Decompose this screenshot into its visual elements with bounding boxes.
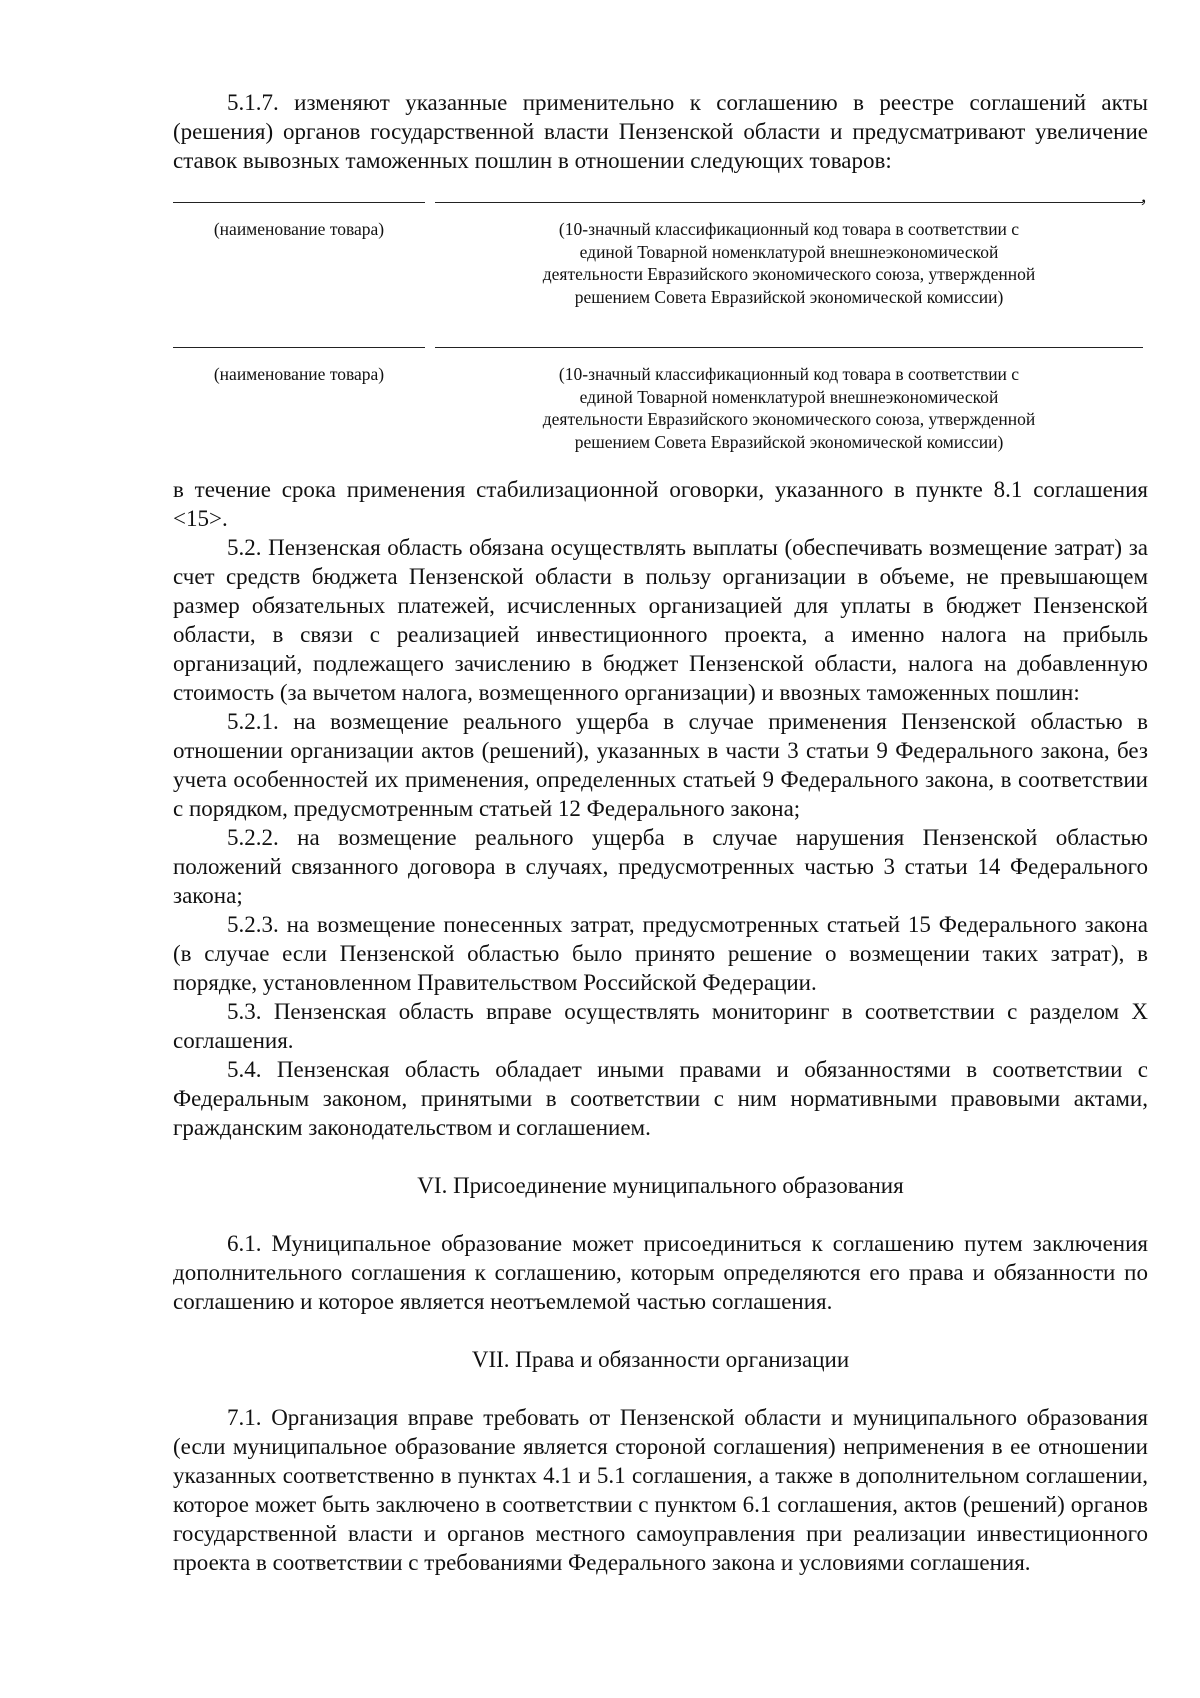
goods-code-caption: (10-значный классификационный код товара в соответствии с единой Товарной номенклатурой внешнеэкономической деятельности Евразийского экономического союза, утвержденной решением Совета Евразийской экономической комиссии) xyxy=(542,219,1036,307)
goods-code-caption: (10-значный классификационный код товара в соответствии с единой Товарной номенклатурой внешнеэкономической деятельности Евразийского экономического союза, утвержденной решением Совета Евразийской экономической комиссии) xyxy=(542,364,1036,452)
goods-name-line xyxy=(173,347,425,348)
paragraph-6-1: 6.1. Муниципальное образование может присоединиться к соглашению путем заключения дополнительного соглашения к соглашению, которым определяются его права и обязанности по соглашению и которое является неотъемлемой частью соглашения. xyxy=(173,1231,1148,1314)
paragraph-5-2-1: 5.2.1. на возмещение реального ущерба в случае применения Пензенской областью в отношении организации актов (решений), указанных в части 3 статьи 9 Федерального закона, без учета особенностей их применения, определенных статьей 9 Федерального закона, в соответствии с порядком, предусмотренным статьей 12 Федерального закона; xyxy=(173,709,1148,821)
paragraph-after-goods: в течение срока применения стабилизационной оговорки, указанного в пункте 8.1 соглашения <15>. xyxy=(173,477,1148,531)
paragraph-5-2: 5.2. Пензенская область обязана осуществлять выплаты (обеспечивать возмещение затрат) за счет средств бюджета Пензенской области в пользу организации в объеме, не превышающем размер обязательных платежей, исчисленных организацией для уплаты в бюджет Пензенской области, в связи с реализацией инвестиционного проекта, а именно налога на прибыль организаций, подлежащего зачислению в бюджет Пензенской области, налога на добавленную стоимость (за вычетом налога, возмещенного организации) и ввозных таможенных пошлин: xyxy=(173,535,1148,705)
paragraph-5-2-3: 5.2.3. на возмещение понесенных затрат, предусмотренных статьей 15 Федерального закона (в случае если Пензенской областью было принято решение о возмещении таких затрат), в порядке, установленном Правительством Российской Федерации. xyxy=(173,912,1148,995)
goods-name-caption: (наименование товара) xyxy=(213,219,385,239)
goods-code-line xyxy=(435,347,1143,348)
trailing-comma: , xyxy=(1141,182,1147,207)
goods-name-line xyxy=(173,202,425,203)
paragraph-5-4: 5.4. Пензенская область обладает иными правами и обязанностями в соответствии с Федеральным законом, принятыми в соответствии с ним нормативными правовыми актами, гражданским законодательством и соглашением. xyxy=(173,1057,1148,1140)
intro-block xyxy=(173,88,1148,175)
paragraph-5-1-7: 5.1.7. изменяют указанные применительно к соглашению в реестре соглашений акты (решения) органов государственной власти Пензенской области и предусматривают увеличение ставок вывозных таможенных пошлин в отношении следующих товаров: xyxy=(173,90,1148,173)
main-text-block xyxy=(173,475,1148,1577)
paragraph-5-2-2: 5.2.2. на возмещение реального ущерба в случае нарушения Пензенской областью положений связанного договора в случаях, предусмотренных частью 3 статьи 14 Федерального закона; xyxy=(173,825,1148,908)
paragraph-5-3: 5.3. Пензенская область вправе осуществлять мониторинг в соответствии с разделом X соглашения. xyxy=(173,999,1148,1053)
section-6-heading: VI. Присоединение муниципального образования xyxy=(417,1173,904,1198)
goods-name-caption: (наименование товара) xyxy=(213,364,385,384)
section-7-heading: VII. Права и обязанности организации xyxy=(471,1347,850,1372)
goods-code-line xyxy=(435,202,1143,203)
paragraph-7-1: 7.1. Организация вправе требовать от Пензенской области и муниципального образования (если муниципальное образование является стороной соглашения) неприменения в ее отношении указанных соответственно в пунктах 4.1 и 5.1 соглашения, а также в дополнительном соглашении, которое может быть заключено в соответствии с пунктом 6.1 соглашения, актов (решений) органов государственной власти и органов местного самоуправления при реализации инвестиционного проекта в соответствии с требованиями Федерального закона и условиями соглашения. xyxy=(173,1405,1148,1575)
